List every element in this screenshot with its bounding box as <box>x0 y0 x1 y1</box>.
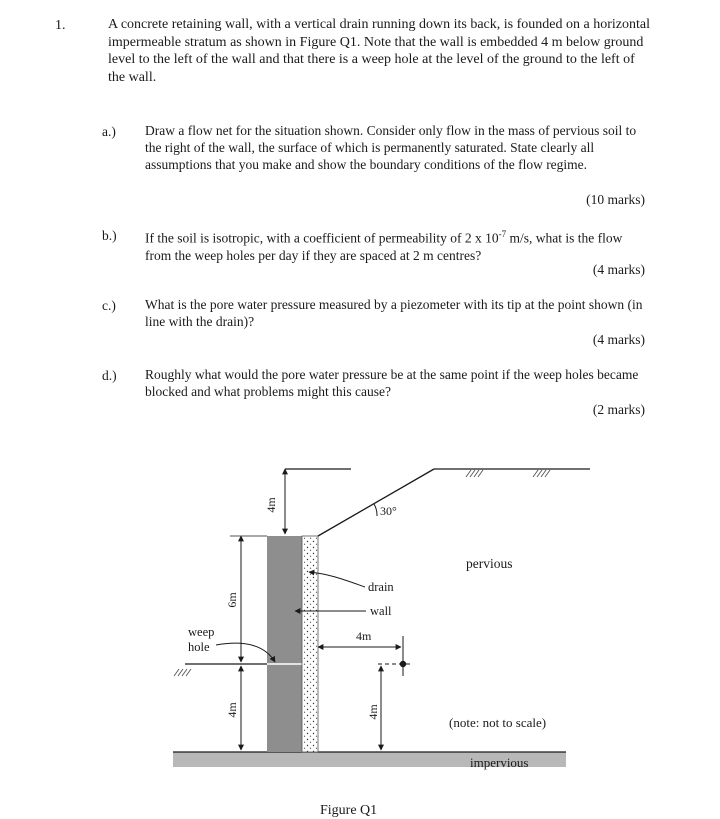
part-c-text: What is the pore water pressure measured by a piezometer with its tip at the point shown (in line with the drain)? <box>145 297 643 329</box>
six-m-label: 6m <box>225 592 239 608</box>
weep-hole-label-1: weep <box>188 625 215 639</box>
part-d-marks: (2 marks) <box>592 402 645 417</box>
wall-label: wall <box>370 604 392 618</box>
drain-label: drain <box>368 580 394 594</box>
part-b-exponent: -7 <box>498 229 507 239</box>
pervious-label: pervious <box>466 556 513 571</box>
ground-hatch-right <box>466 470 550 477</box>
question-intro: A concrete retaining wall, with a vertical drain running down its back, is founded on a horizontal impermeable stratum as shown in Figure Q1. Note that the wall is embedded 4 m below ground level to the left of the wall and that there is a weep hole at the level of the ground to the left of the wall. <box>108 17 650 85</box>
part-d-text: Roughly what would the pore water pressure be at the same point if the weep holes became blocked and what problems might this cause? <box>145 367 639 399</box>
embed-label: 4m <box>225 702 239 718</box>
part-b-text-before: If the soil is isotropic, with a coefficient of permeability of 2 x 10 <box>145 230 499 246</box>
sloping-ground-surface <box>318 469 434 536</box>
top-height-label: 4m <box>264 497 278 513</box>
angle-arc <box>374 504 377 516</box>
part-a-text: Draw a flow net for the situation shown. Consider only flow in the mass of pervious soil to the right of the wall, the surface of which is permanently saturated. State clearly all assumptions that you make and show the boundary conditions of the flow regime. <box>145 123 637 172</box>
offset-label: 4m <box>356 629 372 643</box>
figure-caption: Figure Q1 <box>320 803 378 818</box>
part-b-marks: (4 marks) <box>592 262 645 277</box>
part-a-marks: (10 marks) <box>586 192 645 207</box>
part-d-label: d.) <box>102 368 117 383</box>
part-c-label: c.) <box>102 298 116 313</box>
weep-hole-label-2: hole <box>188 640 210 654</box>
part-c-marks: (4 marks) <box>592 332 645 347</box>
angle-label: 30° <box>380 504 397 518</box>
part-b-label: b.) <box>102 228 117 243</box>
piezometer-depth-label: 4m <box>366 704 380 720</box>
vertical-drain <box>302 536 318 752</box>
scale-note: (note: not to scale) <box>449 715 547 730</box>
question-number: 1. <box>55 18 66 33</box>
part-b-text-after: m/s, what is the flow from the weep holes per day if they are spaced at 2 m centres? <box>145 230 623 263</box>
impervious-label: impervious <box>470 755 529 770</box>
piezometer-tip <box>400 661 406 667</box>
weep-hole-leader <box>216 643 275 662</box>
part-a-label: a.) <box>102 124 116 139</box>
retaining-wall <box>267 536 302 752</box>
ground-hatch-left <box>174 669 191 676</box>
